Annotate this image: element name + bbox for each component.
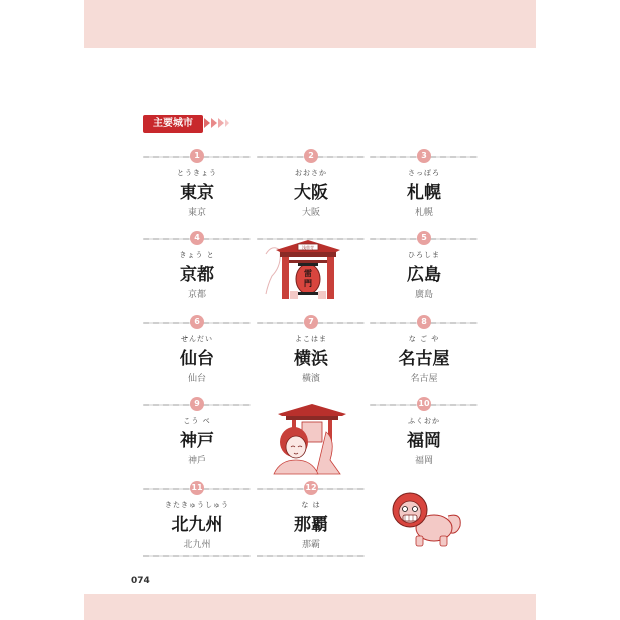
top-color-band (84, 0, 536, 48)
furigana: きょう と (179, 251, 215, 259)
city-name: 名古屋 (398, 349, 450, 369)
city-card-fukuoka (370, 399, 478, 484)
city-name: 札幌 (407, 183, 441, 203)
city-name: 東京 (180, 183, 214, 203)
city-card-nagoya (370, 317, 478, 402)
city-card-tokyo (143, 151, 251, 236)
svg-text:雷: 雷 (304, 269, 312, 278)
city-name-traditional: 北九州 (183, 540, 211, 550)
page-number: 074 (131, 576, 150, 586)
number-badge: 12 (304, 481, 318, 495)
furigana: せんだい (181, 335, 213, 343)
furigana: よこはま (295, 335, 327, 343)
furigana: こう べ (183, 417, 211, 425)
city-name: 横浜 (294, 349, 328, 369)
number-badge: 11 (190, 481, 204, 495)
section-title-tab: 主要城市 (143, 115, 203, 133)
furigana: おおさか (295, 169, 327, 177)
furigana: とうきょう (177, 169, 217, 177)
shisa-lion-illustration (386, 486, 466, 548)
city-name-traditional: 京都 (187, 290, 206, 300)
furigana: ふくおか (408, 417, 440, 425)
divider (257, 555, 365, 557)
city-name-traditional: 橫濱 (301, 374, 320, 384)
city-name: 京都 (180, 265, 214, 285)
furigana: な は (301, 501, 321, 509)
number-badge: 10 (417, 397, 431, 411)
number-badge: 4 (190, 231, 204, 245)
city-name: 大阪 (294, 183, 328, 203)
city-card-sendai (143, 317, 251, 402)
bottom-color-band (84, 594, 536, 620)
furigana: さっぽろ (408, 169, 440, 177)
furigana: ひろしま (408, 251, 440, 259)
city-name-traditional: 那霸 (301, 540, 320, 550)
number-badge: 8 (417, 315, 431, 329)
city-name: 北九州 (171, 515, 223, 535)
kaminarimon-gate-illustration (262, 236, 354, 304)
city-card-hiroshima (370, 233, 478, 318)
number-badge: 3 (417, 149, 431, 163)
city-card-osaka (257, 151, 365, 236)
city-name-traditional: 仙台 (187, 374, 206, 384)
city-name: 仙台 (180, 349, 214, 369)
city-card-yokohama (257, 317, 365, 402)
number-badge: 1 (190, 149, 204, 163)
arrows-decoration-icon (204, 117, 230, 129)
number-badge: 2 (304, 149, 318, 163)
city-name-traditional: 神戶 (187, 456, 206, 466)
number-badge: 7 (304, 315, 318, 329)
shrine-woman-illustration (266, 402, 350, 476)
city-name-traditional: 東京 (187, 208, 206, 218)
svg-text:門: 門 (304, 279, 312, 288)
divider (143, 555, 251, 557)
furigana: な ご や (408, 335, 440, 343)
city-name-traditional: 札幌 (414, 208, 433, 218)
number-badge: 6 (190, 315, 204, 329)
number-badge: 9 (190, 397, 204, 411)
city-name-traditional: 福岡 (414, 456, 433, 466)
city-name: 福岡 (407, 431, 441, 451)
city-card-kobe (143, 399, 251, 484)
city-name: 広島 (407, 265, 441, 285)
city-name: 那覇 (294, 515, 328, 535)
city-card-kyoto (143, 233, 251, 318)
gate-sign-text: 浅草寺 (302, 245, 314, 250)
number-badge: 5 (417, 231, 431, 245)
city-name-traditional: 廣島 (414, 290, 433, 300)
city-card-sapporo (370, 151, 478, 236)
furigana: きたきゅうしゅう (165, 501, 229, 509)
city-name-traditional: 大阪 (301, 208, 320, 218)
city-name: 神戸 (180, 431, 214, 451)
city-name-traditional: 名古屋 (410, 374, 438, 384)
